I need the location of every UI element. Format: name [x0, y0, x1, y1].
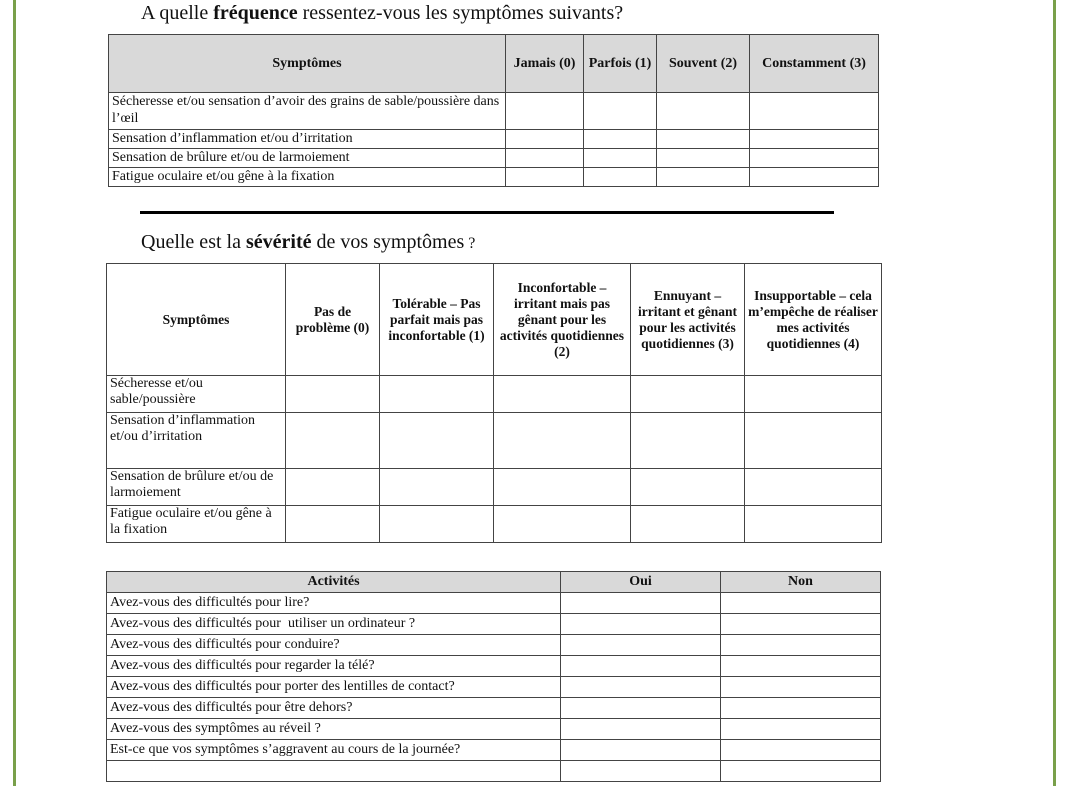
table-row	[109, 130, 879, 149]
oui-cell[interactable]	[561, 761, 721, 782]
answer-cell[interactable]	[494, 376, 631, 413]
table-row	[107, 593, 881, 614]
answer-cell[interactable]	[286, 413, 380, 469]
col-header-non: Non	[721, 572, 881, 593]
answer-cell[interactable]	[506, 168, 584, 187]
answer-cell[interactable]	[745, 413, 882, 469]
table-row	[107, 761, 881, 782]
answer-cell[interactable]	[286, 506, 380, 543]
col-header-symptomes: Symptômes	[107, 264, 286, 376]
answer-cell[interactable]	[657, 130, 750, 149]
answer-cell[interactable]	[494, 506, 631, 543]
col-header-ennuyant: Ennuyant – irritant et gênant pour les activités quotidiennes (3)	[631, 264, 745, 376]
answer-cell[interactable]	[380, 469, 494, 506]
table-row	[107, 376, 882, 413]
col-header-oui: Oui	[561, 572, 721, 593]
answer-cell[interactable]	[631, 506, 745, 543]
non-cell[interactable]	[721, 761, 881, 782]
answer-cell[interactable]	[494, 469, 631, 506]
table-row	[109, 149, 879, 168]
activity-label: Avez-vous des difficultés pour conduire?	[107, 635, 561, 656]
answer-cell[interactable]	[584, 149, 657, 168]
non-cell[interactable]	[721, 698, 881, 719]
symptom-label: Sensation de brûlure et/ou de larmoiement	[109, 149, 506, 168]
section-divider	[140, 211, 834, 214]
table-row	[107, 635, 881, 656]
frequency-table	[108, 34, 879, 187]
non-cell[interactable]	[721, 614, 881, 635]
answer-cell[interactable]	[506, 149, 584, 168]
activity-label: Avez-vous des symptômes au réveil ?	[107, 719, 561, 740]
answer-cell[interactable]	[745, 469, 882, 506]
oui-cell[interactable]	[561, 698, 721, 719]
oui-cell[interactable]	[561, 740, 721, 761]
non-cell[interactable]	[721, 593, 881, 614]
oui-cell[interactable]	[561, 677, 721, 698]
answer-cell[interactable]	[380, 506, 494, 543]
col-header-pas-de-probleme: Pas de problème (0)	[286, 264, 380, 376]
answer-cell[interactable]	[584, 168, 657, 187]
col-header-activites: Activités	[107, 572, 561, 593]
activity-label: Avez-vous des difficultés pour utiliser un ordinateur ?	[107, 614, 561, 635]
activity-label: Est-ce que vos symptômes s’aggravent au cours de la journée?	[107, 740, 561, 761]
non-cell[interactable]	[721, 719, 881, 740]
symptom-label: Fatigue oculaire et/ou gêne à la fixation	[109, 168, 506, 187]
answer-cell[interactable]	[506, 93, 584, 130]
answer-cell[interactable]	[380, 376, 494, 413]
answer-cell[interactable]	[494, 413, 631, 469]
col-header-parfois: Parfois (1)	[584, 35, 657, 93]
oui-cell[interactable]	[561, 656, 721, 677]
symptom-label: Sécheresse et/ou sensation d’avoir des grains de sable/poussière dans l’œil	[109, 93, 506, 130]
activity-label: Avez-vous des difficultés pour lire?	[107, 593, 561, 614]
answer-cell[interactable]	[657, 168, 750, 187]
table-row	[107, 698, 881, 719]
severity-question: Quelle est la sévérité de vos symptômes ?	[141, 231, 476, 253]
activities-table	[106, 571, 881, 782]
table-row	[109, 93, 879, 130]
non-cell[interactable]	[721, 635, 881, 656]
answer-cell[interactable]	[745, 376, 882, 413]
symptom-label: Sensation de brûlure et/ou de larmoiement	[107, 469, 286, 506]
answer-cell[interactable]	[745, 506, 882, 543]
oui-cell[interactable]	[561, 719, 721, 740]
answer-cell[interactable]	[286, 469, 380, 506]
answer-cell[interactable]	[750, 130, 879, 149]
symptom-label: Sensation d’inflammation et/ou d’irritation	[107, 413, 286, 469]
col-header-jamais: Jamais (0)	[506, 35, 584, 93]
frequency-question: A quelle fréquence ressentez-vous les symptômes suivants?	[141, 2, 624, 24]
oui-cell[interactable]	[561, 635, 721, 656]
non-cell[interactable]	[721, 740, 881, 761]
table-row	[107, 677, 881, 698]
table-row	[109, 168, 879, 187]
table-row	[107, 506, 882, 543]
symptom-label: Sensation d’inflammation et/ou d’irritation	[109, 130, 506, 149]
answer-cell[interactable]	[631, 413, 745, 469]
table-row	[107, 656, 881, 677]
table-row	[107, 469, 882, 506]
non-cell[interactable]	[721, 677, 881, 698]
activity-label: Avez-vous des difficultés pour regarder la télé?	[107, 656, 561, 677]
answer-cell[interactable]	[657, 149, 750, 168]
col-header-inconfortable: Inconfortable – irritant mais pas gênant pour les activités quotidiennes (2)	[494, 264, 631, 376]
answer-cell[interactable]	[584, 130, 657, 149]
answer-cell[interactable]	[750, 93, 879, 130]
col-header-insupportable: Insupportable – cela m’empêche de réaliser mes activités quotidiennes (4)	[745, 264, 882, 376]
answer-cell[interactable]	[657, 93, 750, 130]
col-header-symptomes: Symptômes	[109, 35, 506, 93]
answer-cell[interactable]	[584, 93, 657, 130]
non-cell[interactable]	[721, 656, 881, 677]
col-header-tolerable: Tolérable – Pas parfait mais pas inconfortable (1)	[380, 264, 494, 376]
oui-cell[interactable]	[561, 593, 721, 614]
symptom-label: Sécheresse et/ou sable/poussière	[107, 376, 286, 413]
col-header-souvent: Souvent (2)	[657, 35, 750, 93]
table-row	[107, 740, 881, 761]
activity-label: Avez-vous des difficultés pour être dehors?	[107, 698, 561, 719]
severity-table	[106, 263, 882, 543]
answer-cell[interactable]	[631, 469, 745, 506]
oui-cell[interactable]	[561, 614, 721, 635]
activity-label: Avez-vous des difficultés pour porter des lentilles de contact?	[107, 677, 561, 698]
answer-cell[interactable]	[631, 376, 745, 413]
table-row	[107, 413, 882, 469]
answer-cell[interactable]	[750, 168, 879, 187]
answer-cell[interactable]	[380, 413, 494, 469]
answer-cell[interactable]	[506, 130, 584, 149]
activity-label	[107, 761, 561, 782]
table-row	[107, 719, 881, 740]
answer-cell[interactable]	[750, 149, 879, 168]
symptom-label: Fatigue oculaire et/ou gêne à la fixation	[107, 506, 286, 543]
table-row	[107, 614, 881, 635]
answer-cell[interactable]	[286, 376, 380, 413]
col-header-constamment: Constamment (3)	[750, 35, 879, 93]
